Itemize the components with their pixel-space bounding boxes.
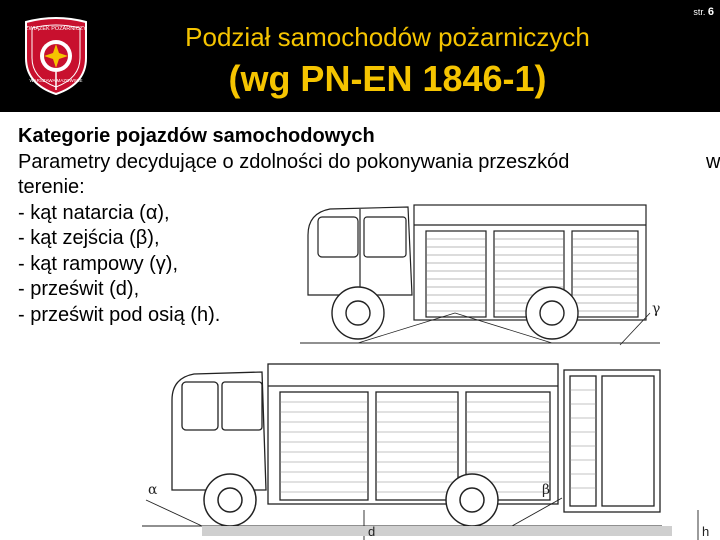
intro-cut-text: w: [706, 150, 720, 173]
logo-text-top: ZWIĄZEK POŻARNICZY: [25, 26, 87, 32]
intro-text: Parametry decydujące o zdolności do pokonywania przeszkód: [18, 150, 570, 173]
list-item-beta: - kąt zejścia (β),: [18, 227, 160, 249]
page-prefix: str.: [693, 7, 706, 17]
intro-line-1: [18, 150, 718, 176]
page-number-value: 6: [707, 6, 714, 18]
intro-line-2: terenie:: [18, 176, 85, 198]
header-bar: [0, 0, 720, 112]
title-line-2: (wg PN-EN 1846-1): [228, 58, 547, 99]
list-item-d: - prześwit (d),: [18, 278, 140, 300]
page-number: [693, 6, 714, 18]
gamma-label-top: γ: [652, 301, 661, 317]
d-label: d: [368, 524, 376, 539]
fire-truck-side-view-bottom: [142, 360, 720, 540]
title-line-1: Podział samochodów pożarniczych: [185, 22, 590, 52]
logo-text-bottom: WARSZAWA MAZOWSZE: [29, 78, 83, 83]
alpha-label: α: [148, 482, 158, 498]
fire-truck-side-view-top: [290, 195, 670, 360]
list-item-h: - prześwit pod osią (h).: [18, 303, 221, 326]
h-label: h: [702, 524, 710, 539]
beta-label: β: [542, 482, 551, 498]
list-item-alpha: - kąt natarcia (α),: [18, 201, 170, 224]
content-heading: Kategorie pojazdów samochodowych: [18, 125, 375, 147]
list-item-gamma: - kąt rampowy (γ),: [18, 252, 179, 275]
